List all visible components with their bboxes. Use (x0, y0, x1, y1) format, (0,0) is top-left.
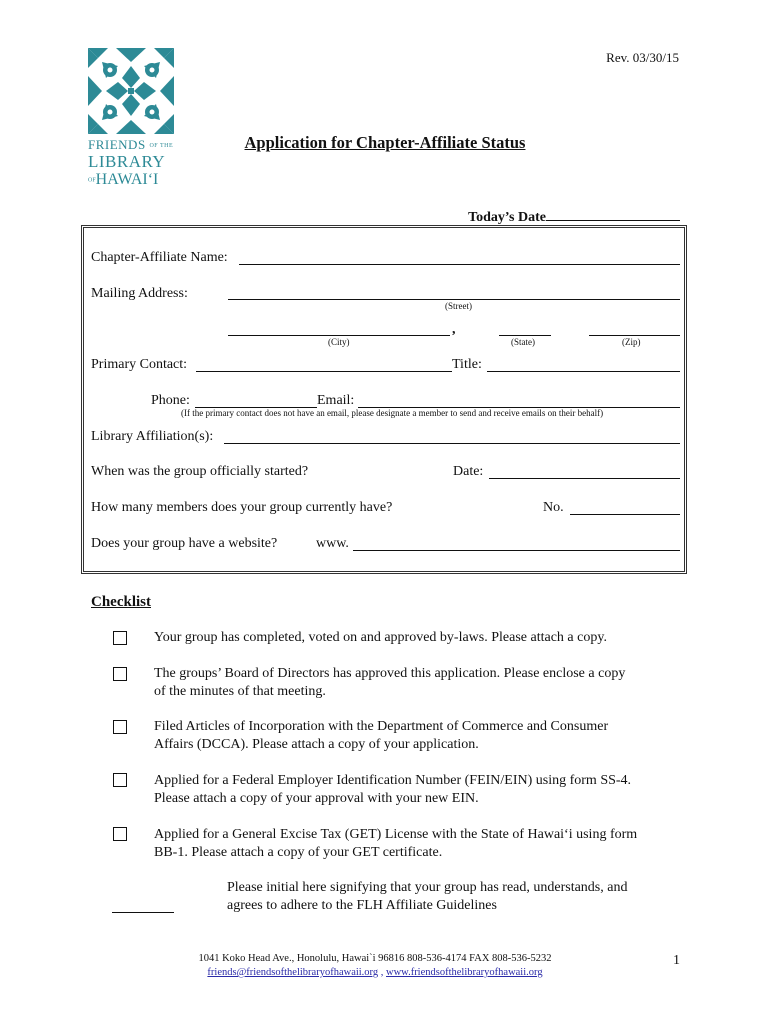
website-question: Does your group have a website? (91, 536, 278, 551)
footer-separator: , (378, 967, 386, 978)
checklist-checkbox-get[interactable] (113, 827, 127, 841)
initial-statement-line: agrees to adhere to the FLH Affiliate Guidelines (227, 898, 497, 913)
logo-of: OF (88, 177, 96, 184)
street-caption: (Street) (445, 301, 472, 311)
chapter-name-line[interactable] (239, 264, 680, 265)
footer-email-link[interactable]: friends@friendsofthelibraryofhawaii.org (207, 967, 379, 978)
page-title: Application for Chapter-Affiliate Status (244, 133, 526, 152)
no-label: No. (543, 500, 564, 515)
street-line[interactable] (228, 299, 680, 300)
title-label: Title: (452, 357, 482, 372)
page-number: 1 (673, 953, 680, 968)
todays-date-field[interactable] (468, 207, 680, 226)
footer-address: 1041 Koko Head Ave., Honolulu, Hawai`i 96816 808-536-4174 FAX 808-536-5232 (198, 953, 552, 964)
address-comma: , (452, 322, 456, 337)
flh-logo (88, 48, 174, 196)
members-count-line[interactable] (570, 514, 680, 515)
logo-of-the: OF THE (149, 143, 174, 150)
checklist-item (154, 772, 684, 808)
checklist-item-line: Applied for a Federal Employer Identification Number (FEIN/EIN) using form SS-4. (154, 773, 632, 788)
city-caption: (City) (328, 337, 350, 347)
email-label: Email: (317, 393, 355, 408)
phone-label: Phone: (151, 393, 190, 408)
zip-line[interactable] (589, 335, 680, 336)
www-label: www. (316, 536, 349, 551)
library-affiliation-line[interactable] (224, 443, 680, 444)
checklist-item-line: The groups’ Board of Directors has approved this application. Please enclose a copy (154, 666, 626, 681)
primary-contact-label: Primary Contact: (91, 357, 188, 372)
footer-website-link[interactable]: www.friendsofthelibraryofhawaii.org (386, 967, 543, 978)
started-date-line[interactable] (489, 478, 680, 479)
initial-statement (227, 879, 687, 915)
logo-hawaii: HAWAI‘I (95, 171, 159, 188)
date-label: Date: (453, 464, 484, 479)
checklist-item-line: Applied for a General Excise Tax (GET) License with the State of Hawai‘i using form (154, 827, 638, 842)
footer (140, 952, 610, 980)
checklist-item (154, 718, 684, 754)
checklist-checkbox-bylaws[interactable] (113, 631, 127, 645)
checklist-checkbox-fein[interactable] (113, 773, 127, 787)
checklist-item-line: Please attach a copy of your approval with your new EIN. (154, 791, 479, 806)
checklist-item-line: Your group has completed, voted on and approved by-laws. Please attach a copy. (154, 630, 607, 645)
state-line[interactable] (499, 335, 551, 336)
website-line[interactable] (353, 550, 680, 551)
checklist-checkbox-board[interactable] (113, 667, 127, 681)
initial-line[interactable] (112, 912, 174, 913)
state-caption: (State) (511, 337, 535, 347)
title-line[interactable] (487, 371, 680, 372)
mailing-address-label: Mailing Address: (91, 286, 188, 301)
checklist-item-line: of the minutes of that meeting. (154, 684, 326, 699)
quilt-pattern-icon (88, 48, 174, 134)
checklist-item-line: Affairs (DCCA). Please attach a copy of your application. (154, 737, 479, 752)
initial-statement-line: Please initial here signifying that your group has read, understands, and (227, 880, 628, 895)
todays-date-line[interactable] (546, 207, 680, 221)
chapter-name-label: Chapter-Affiliate Name: (91, 250, 228, 265)
started-question: When was the group officially started? (91, 464, 309, 479)
revision-date: Rev. 03/30/15 (606, 50, 679, 65)
checklist-item (154, 826, 684, 862)
checklist-heading: Checklist (91, 594, 151, 610)
logo-library: LIBRARY (88, 152, 166, 171)
members-question: How many members does your group currently have? (91, 500, 393, 515)
primary-contact-line[interactable] (196, 371, 452, 372)
checklist-item-line: Filed Articles of Incorporation with the Department of Commerce and Consumer (154, 719, 609, 734)
logo-friends: FRIENDS (88, 137, 146, 152)
todays-date-label: Today’s Date (468, 210, 546, 225)
zip-caption: (Zip) (622, 337, 641, 347)
city-line[interactable] (228, 335, 450, 336)
email-note: (If the primary contact does not have an email, please designate a member to send and receive emails on their behalf) (181, 408, 604, 418)
checklist-item-line: BB-1. Please attach a copy of your GET certificate. (154, 845, 443, 860)
library-affiliation-label: Library Affiliation(s): (91, 429, 214, 444)
checklist-item (154, 629, 684, 647)
checklist-item (154, 665, 684, 701)
checklist-checkbox-incorporation[interactable] (113, 720, 127, 734)
